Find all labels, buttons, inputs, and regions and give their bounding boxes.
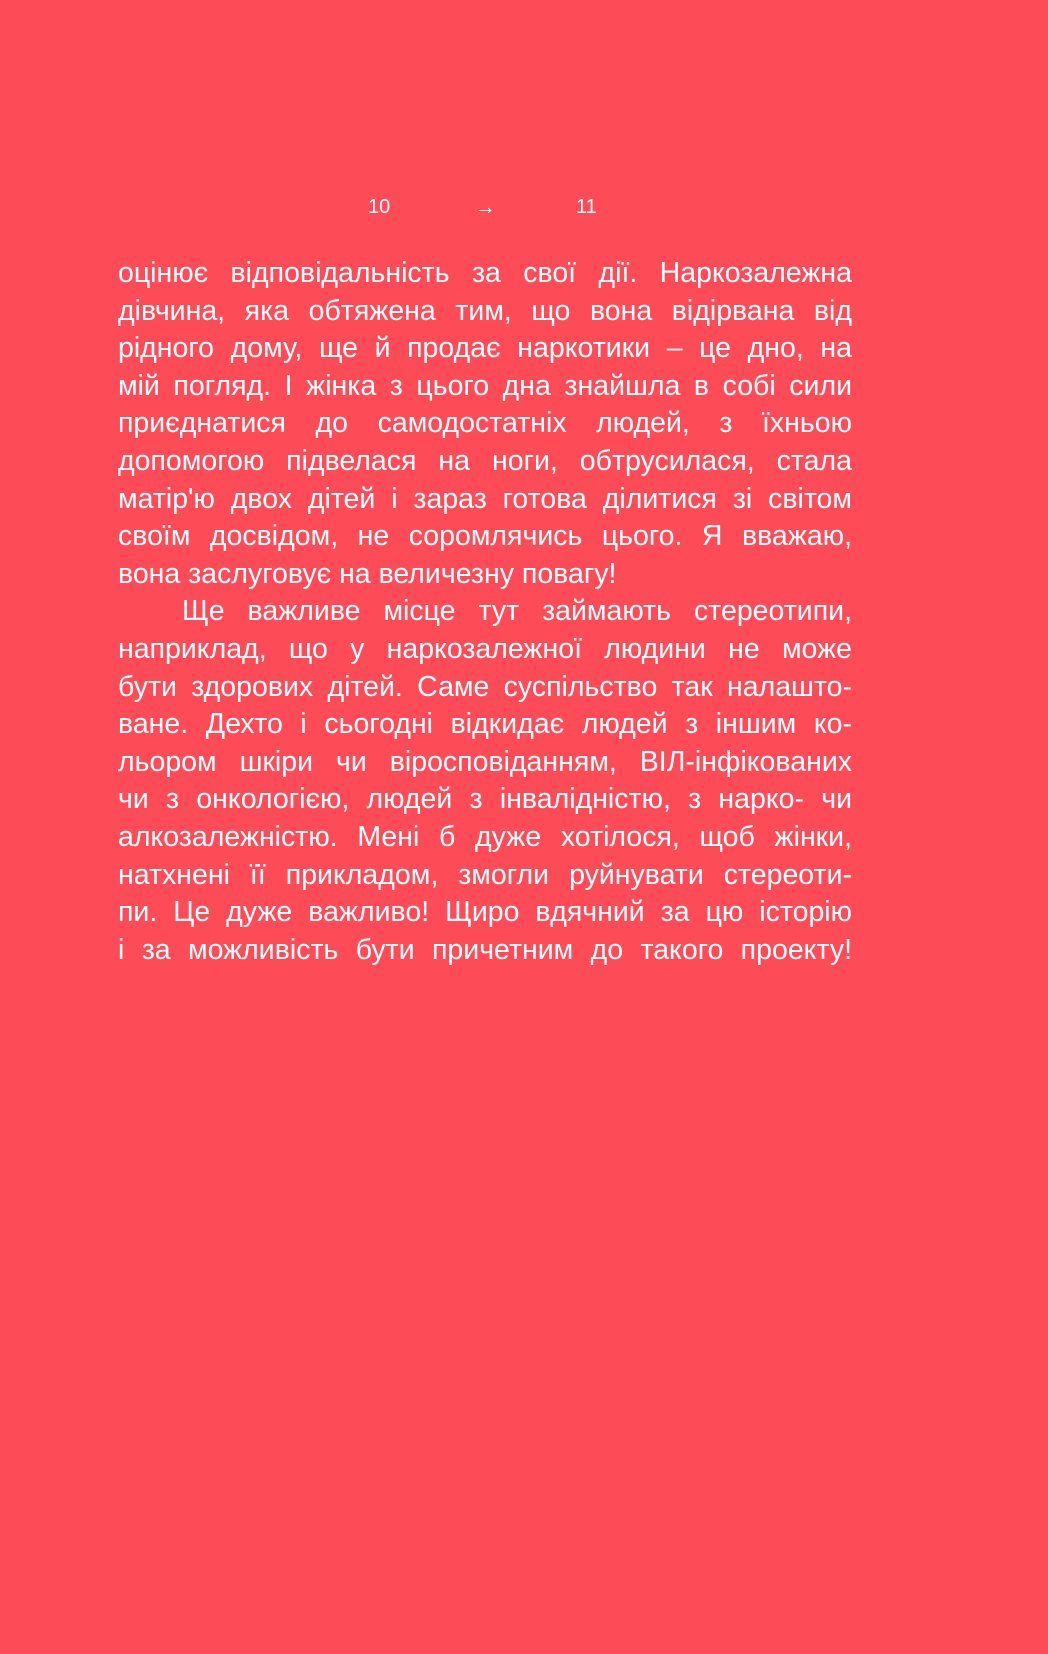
- text-line: наприклад, що у наркозалежної людини не може: [118, 632, 852, 665]
- text-line: алкозалежністю. Мені б дуже хотілося, щоб жінки,: [118, 820, 852, 853]
- text-line: льором шкіри чи віросповіданням, ВІЛ-інфікованих: [118, 745, 852, 778]
- arrow-right-icon: →: [474, 194, 496, 219]
- text-line: своїм досвідом, не соромлячись цього. Я вважаю,: [118, 520, 852, 553]
- text-line: матір'ю двох дітей і зараз готова ділитися зі світом: [118, 482, 852, 515]
- text-line: дівчина, яка обтяжена тим, що вона відірвана від: [118, 294, 852, 327]
- text-line: Ще важливе місце тут займають стереотипи,: [182, 595, 852, 628]
- text-line: допомогою підвелася на ноги, обтрусилася, стала: [118, 444, 852, 477]
- page-navigation: [0, 192, 1048, 222]
- text-line: оцінює відповідальність за свої дії. Наркозалежна: [118, 257, 852, 289]
- body-text: [118, 255, 852, 969]
- text-line: ване. Дехто і сьогодні відкидає людей з іншим ко-: [118, 708, 852, 741]
- page-number-left: 10: [368, 196, 391, 218]
- text-line: пи. Це дуже важливо! Щиро вдячний за цю історію: [118, 896, 852, 929]
- text-line: приєднатися до самодостатніх людей, з їхньою: [118, 407, 852, 440]
- text-line: вона заслуговує на величезну повагу!: [118, 557, 617, 590]
- text-line: мій погляд. І жінка з цього дна знайшла в собі сили: [118, 369, 852, 402]
- text-line: чи з онкологією, людей з інвалідністю, з нарко- чи: [118, 783, 852, 816]
- page-number-right: 11: [576, 196, 597, 218]
- text-line: рідного дому, ще й продає наркотики – це дно, на: [118, 332, 852, 365]
- text-line: бути здорових дітей. Саме суспільство так налашто-: [118, 670, 852, 703]
- text-line: натхнені її прикладом, змогли руйнувати стереоти-: [118, 858, 852, 891]
- text-line: і за можливість бути причетним до такого проекту!: [118, 933, 852, 966]
